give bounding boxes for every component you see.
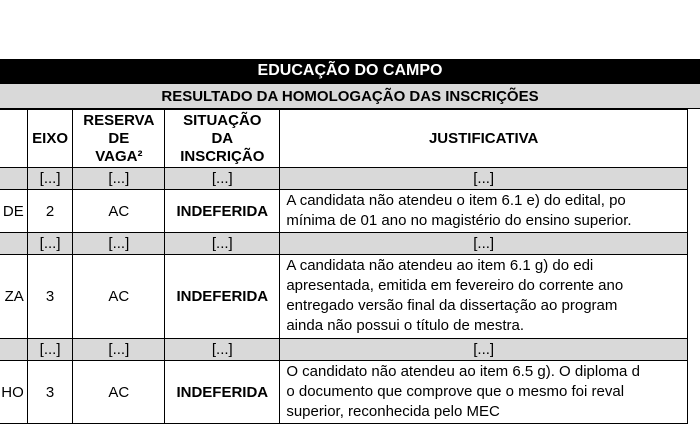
header-situacao-line: SITUAÇÃO	[183, 111, 262, 129]
header-situacao	[165, 110, 280, 168]
header-eixo: EIXO	[27, 110, 73, 168]
ellipsis-cell: [...]	[280, 339, 688, 361]
ellipsis-cell: [...]	[165, 233, 280, 255]
table-row	[0, 190, 688, 233]
section-subtitle: RESULTADO DA HOMOLOGAÇÃO DAS INSCRIÇÕES	[0, 83, 700, 109]
header-situacao-line: DA	[211, 129, 234, 147]
justificativa-line: ainda não possui o título de mestra.	[286, 317, 524, 334]
row-name: HO	[0, 361, 27, 424]
section-title: EDUCAÇÃO DO CAMPO	[0, 59, 700, 83]
ellipsis-cell: [...]	[27, 168, 73, 190]
row-eixo: 2	[27, 190, 73, 233]
ellipsis-cell: [...]	[73, 233, 165, 255]
justificativa-line: entregado versão final da dissertação ao program	[286, 297, 618, 314]
header-name	[0, 110, 27, 168]
row-situacao: INDEFERIDA	[165, 255, 280, 339]
ellipsis-cell: [...]	[280, 168, 688, 190]
ellipsis-row	[0, 339, 688, 361]
justificativa-line: o documento que comprove que o mesmo foi reval	[286, 383, 625, 400]
header-reserva	[73, 110, 165, 168]
table-row	[0, 255, 688, 339]
ellipsis-cell: [...]	[27, 339, 73, 361]
ellipsis-cell	[0, 168, 27, 190]
row-justificativa	[280, 255, 688, 339]
row-reserva: AC	[73, 255, 165, 339]
ellipsis-row	[0, 168, 688, 190]
row-justificativa	[280, 190, 688, 233]
row-situacao: INDEFERIDA	[165, 190, 280, 233]
row-eixo: 3	[27, 361, 73, 424]
ellipsis-cell	[0, 233, 27, 255]
ellipsis-cell: [...]	[27, 233, 73, 255]
justificativa-line: superior, reconhecida pelo MEC	[286, 403, 500, 420]
ellipsis-cell: [...]	[280, 233, 688, 255]
justificativa-line: O candidato não atendeu ao item 6.5 g). O diploma d	[286, 363, 640, 380]
header-reserva-line: VAGA²	[95, 147, 143, 165]
row-name: ZA	[0, 255, 27, 339]
table-row	[0, 361, 688, 424]
table-header-row	[0, 110, 688, 168]
results-table	[0, 109, 688, 424]
header-justificativa: JUSTIFICATIVA	[280, 110, 688, 168]
justificativa-line: A candidata não atendeu ao item 6.1 g) do edi	[286, 257, 594, 274]
ellipsis-cell: [...]	[73, 168, 165, 190]
justificativa-line: A candidata não atendeu o item 6.1 e) do edital, po	[286, 192, 626, 209]
row-justificativa	[280, 361, 688, 424]
row-reserva: AC	[73, 361, 165, 424]
header-reserva-line: RESERVA	[83, 111, 155, 129]
row-eixo: 3	[27, 255, 73, 339]
row-situacao: INDEFERIDA	[165, 361, 280, 424]
justificativa-line: apresentada, emitida em fevereiro do corrente ano	[286, 277, 624, 294]
header-situacao-line: INSCRIÇÃO	[180, 147, 265, 165]
row-reserva: AC	[73, 190, 165, 233]
header-reserva-line: DE	[108, 129, 130, 147]
ellipsis-row	[0, 233, 688, 255]
ellipsis-cell: [...]	[165, 339, 280, 361]
row-name: DE	[0, 190, 27, 233]
ellipsis-cell: [...]	[165, 168, 280, 190]
ellipsis-cell	[0, 339, 27, 361]
ellipsis-cell: [...]	[73, 339, 165, 361]
justificativa-line: mínima de 01 ano no magistério do ensino superior.	[286, 212, 632, 229]
